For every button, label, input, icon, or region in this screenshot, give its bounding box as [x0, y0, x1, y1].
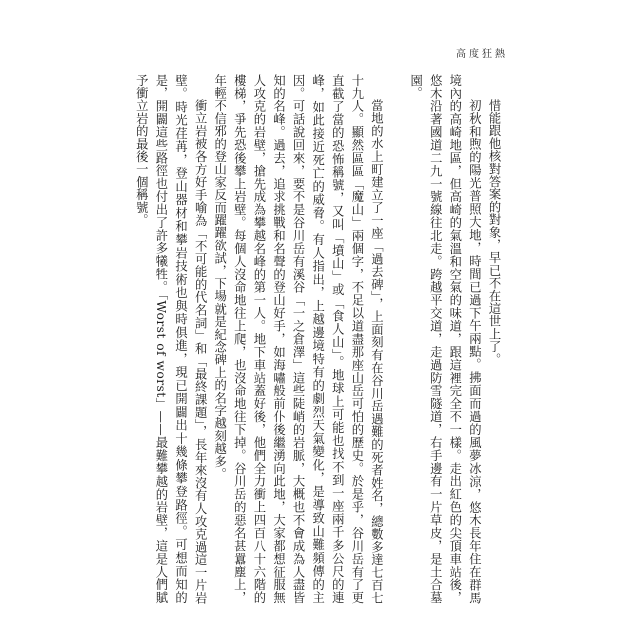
paragraph-3: 當地的水上町建立了一座「過去碑」，上面刻有在谷川岳遇難的死者姓名，總數多達七百七十九人。顯然區區「魔山」兩個字，不足以道盡那座山岳可怕的歷史。於是乎，谷川岳有了更直截了當的恐怖稱號，又叫「墳山」或「食人山」。地球上可能也找不到一座兩千多公尺的連峰，如此接近死亡的威脅。有人指出，上越邊境特有的劇烈天氣變化，是導致山難頻傳的主因。可話說回來，要不是谷川岳有溪谷「一之倉澤」這些陡峭的岩脈，大概也不會成為人盡皆知的名峰。過去，追求挑戰和名聲的登山好手，如海嘯般前仆後繼湧向此地，大家都想征服無人攻克的岩壁，搶先成為攀越名峰的第一人。地下車站蓋好後，他們全力衝上四百八十六階的樓梯，爭先恐後攀上岩壁。每個人沒命地往上爬，也沒命地往下掉。谷川岳的惡名甚囂塵上，年輕不信邪的登山家反而躍躍欲試，下場就是紀念碑上的名字越刻越多。: [212, 74, 384, 604]
running-header-title: 高度狂熱: [456, 49, 508, 60]
paragraph-1: 惜能跟他核對答案的對象，早已不在這世上了。: [487, 98, 501, 366]
vertical-text-block: [134, 74, 503, 604]
paragraph-2: 初秋和煦的陽光普照大地，時間已過下午兩點。拂面而過的風夢冰涼，悠木長年住在群馬境內的高崎地區，但高崎的氣溫和空氣的味道，跟這裡完全不一樣。走出紅色的尖頂車站後，悠木沿著國道二九一號線往北走。跨越平交道，走過防雪隧道，右手邊有一片草皮，是土合墓園。: [408, 74, 482, 604]
paragraph-4: 衝立岩被各方好手喻為「不可能的代名詞」和「最終課題」，長年來沒有人攻克過這一片岩壁。時光荏苒，登山器材和攀岩技術也與時俱進，現已開闢出十幾條攀登路徑。可想而知的是，開闢這些路徑也付出了許多犧牲。「Worst of worst」——最難攀越的岩壁，這是人們賦予衝立岩的最後一個稱號。: [134, 74, 208, 604]
